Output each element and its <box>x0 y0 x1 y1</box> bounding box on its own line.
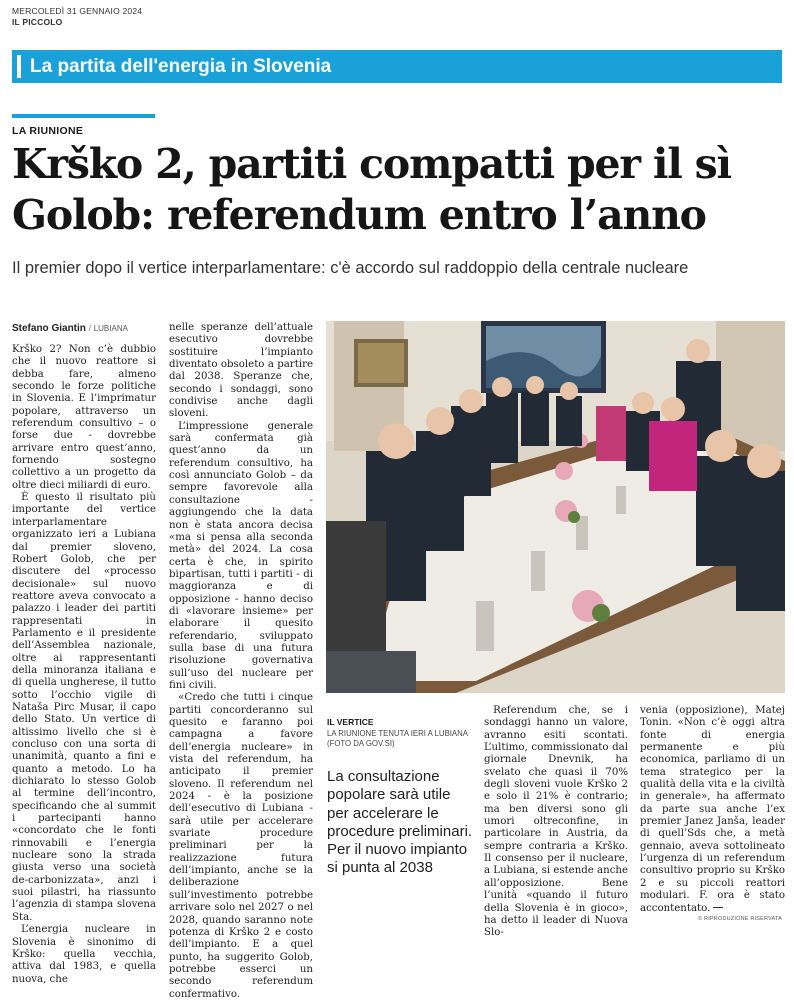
meeting-photo <box>326 321 785 693</box>
paragraph: «Credo che tutti i cinque partiti concorderanno sul quesito e faranno poi campagna a favore dell’energia nucleare» in vista del referendum, ha anticipato il premier sloveno. Il referendum nel 2024 - è la posizione dell’esecutivo di Lubiana - sarà utile per accelerare svariate procedure preliminari per la realizzazione futura dell’impianto, anche se la deliberazione sull’investimento potrebbe arrivare solo nel 2027 o nel 2028, quando saranno note potenza di Krško 2 e costo dell’impianto. E a quel punto, ha suggerito Golob, potrebbe esserci un secondo referendum confermativo. <box>169 692 313 1000</box>
paragraph <box>640 705 785 915</box>
article-column-1 <box>12 344 156 985</box>
subheadline: Il premier dopo il vertice interparlamentare: c'è accordo sul raddoppio della centrale nucleare <box>12 259 689 277</box>
paragraph: nelle speranze dell’attuale esecutivo dovrebbe sostituire l’impianto diventato obsoleto a partire dal 2038. Speranze che, secondo i sondaggi, sono condivise anche dagli sloveni. <box>169 322 313 420</box>
copyright-note: © RIPRODUZIONE RISERVATA <box>698 916 782 922</box>
end-mark <box>713 907 723 908</box>
accent-divider <box>12 114 155 118</box>
article-column-3 <box>484 705 628 939</box>
headline-line-2: Golob: referendum entro l’anno <box>12 191 706 239</box>
masthead <box>12 6 142 28</box>
paragraph: L’impressione generale sarà confermata già quest’anno da un referendum consultivo, ha così annunciato Golob – da sempre favorevole alla consultazione - aggiungendo che la data non è stata ancora decisa «ma si pensa alla seconda metà» del 2024. La cosa certa è che, in spirito bipartisan, tutti i partiti - di maggioranza e di opposizione - hanno deciso di «lavorare insieme» per elaborare il quesito referendario, sviluppato sulla base di una futura risoluzione governativa sull’uso del nucleare per fini civili. <box>169 420 313 691</box>
paragraph: È questo il risultato più importante del vertice interparlamentare organizzato ieri a Lubiana dal premier sloveno, Robert Golob, che per discutere del «processo decisionale» sul nuovo reattore aveva convocato a palazzo i leader dei partiti rappresentati in Parlamento e il presidente dell’Assemblea nazionale, oltre ai rappresentanti della minoranza italiana e di quella ungherese, il tutto sotto l’occhio vigile di Nataša Pirc Musar, il capo dello Stato. Un vertice di altissimo livello che si è concluso con una sorta di unanimità, quanto a fini e quanto a metodo. Lo ha dichiarato lo stesso Golob al termine dell’incontro, specificando che al summit i partecipanti hanno «concordato che le fonti rinnovabili e l’energia nucleare sono la strada giusta verso una società de-carbonizzata», anzi i suoi pilastri, ha riassunto l’agenzia di stampa slovena Sta. <box>12 492 156 923</box>
paragraph: L’energia nucleare in Slovenia è sinonimo di Krško: quella vecchia, attiva dal 1983, e quella nuova, che <box>12 924 156 985</box>
section-title: La partita dell'energia in Slovenia <box>30 56 332 77</box>
pull-quote: La consultazione popolare sarà utile per accelerare le procedure preliminari. Per il nuovo impianto si punta al 2038 <box>327 768 473 877</box>
newspaper-name: IL PICCOLO <box>12 17 63 27</box>
photo-caption-text: LA RIUNIONE TENUTA IERI A LUBIANA (FOTO DA GOV.SI) <box>327 729 468 748</box>
section-banner <box>12 50 782 83</box>
paragraph: Krško 2? Non c’è dubbio che il nuovo reattore si debba fare, almeno secondo le forze politiche in Slovenia. E l’imprimatur popolare, attraverso un referendum consultivo – o forse due - dovrebbe arrivare entro quest’anno, fornendo sostegno collettivo a un progetto da oltre dieci miliardi di euro. <box>12 344 156 491</box>
photo-caption-label: IL VERTICE <box>327 717 374 727</box>
byline-separator: / <box>88 324 91 333</box>
article-column-4 <box>640 705 785 918</box>
paragraph: Referendum che, se i sondaggi hanno un valore, avranno esiti scontati. L’ultimo, commissionato dal giornale Dnevnik, ha svelato che quasi il 70% degli sloveni vuole Krško 2 e solo il 21% è contrario; ma ben diversi sono gli umori oltreconfine, in particolare in Austria, da sempre contraria a Krško. Il consenso per il nucleare, a Lubiana, si estende anche all’opposizione. Bene l’unità «quando il futuro della Slovenia è in gioco», ha detto il leader di Nuova Slo- <box>484 705 628 939</box>
paragraph-text: venia (opposizione), Matej Tonin. «Non c’è oggi altra fonte di energia permanente e più economica, parliamo di un tema strategico per la qualità della vita e la civiltà in generale», ha affermato da parte sua anche l’ex premier Janez Janša, leader di quell’Sds che, a metà gennaio, aveva sottolineato l’urgenza di un referendum consultivo proprio su Krško 2 e su piccoli reattori modulari. F. ora è stato accontentato. <box>640 705 785 914</box>
publication-date: MERCOLEDÌ 31 GENNAIO 2024 <box>12 6 143 16</box>
byline <box>12 323 128 334</box>
headline <box>12 139 787 241</box>
author-name: Stefano Giantin <box>12 323 86 334</box>
dateline-place: LUBIANA <box>93 324 128 333</box>
article-kicker: LA RIUNIONE <box>12 125 84 137</box>
article-column-2 <box>169 322 313 1000</box>
headline-line-1: Krško 2, partiti compatti per il sì <box>12 140 731 188</box>
